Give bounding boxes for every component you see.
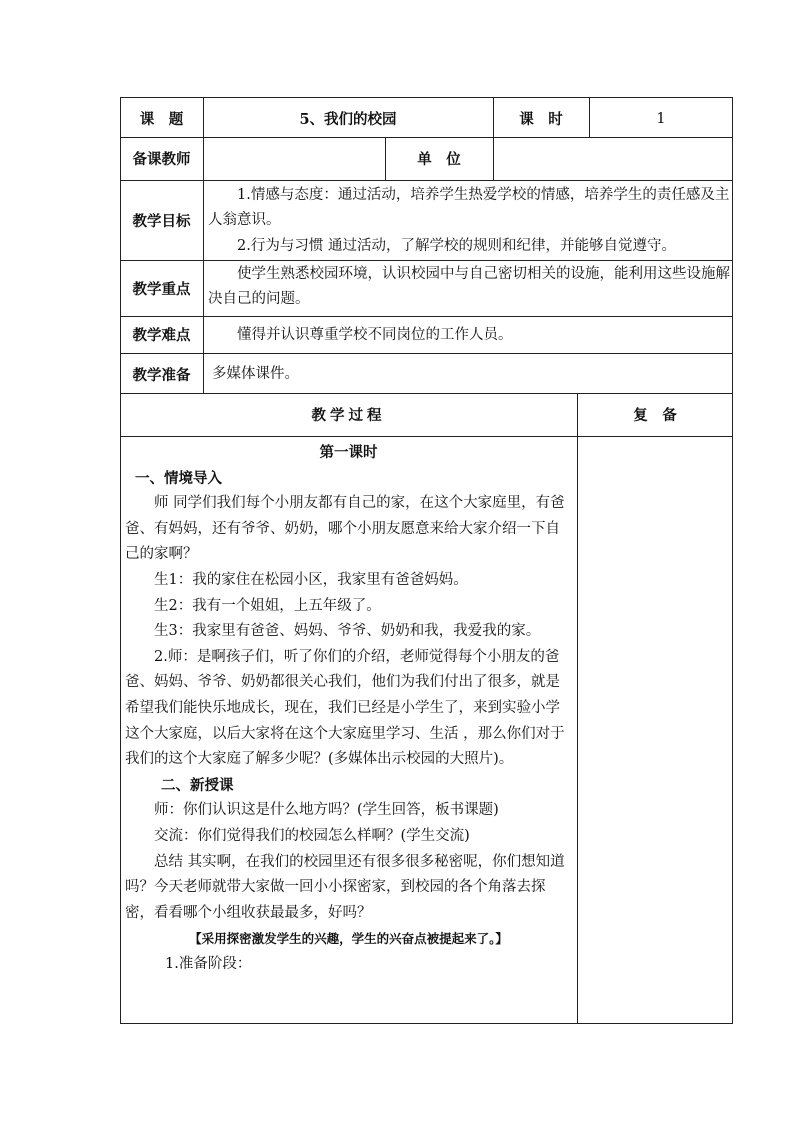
paragraph-teacher-2: 2.师：是啊孩子们，听了你们的介绍，老师觉得每个小朋友的爸爸、妈妈、爷爷、奶奶都很关心我们，他们为我们付出了很多，就是希望我们能快乐地成长，现在，我们已经是小学生了，来到实验小学这个大家庭，以后大家将在这个大家庭里学习、生活 ，那么你们对于我们的这个大家庭了解多少呢？(多媒体出示校园的大照片)。 [125,648,565,768]
paragraph-student-3: 生3：我家里有爸爸、妈妈、爷爷、奶奶和我，我爱我的家。 [154,623,541,640]
objectives-item-2: 2.行为与习惯 通过活动，了解学校的规则和纪律，并能够自觉遵守。 [237,238,676,254]
difficulties-label: 教学难点 [132,327,191,344]
paragraph-student-1: 生1：我的家住在松园小区，我家里有爸爸妈妈。 [154,571,468,588]
lesson-heading: 第一课时 [319,444,378,461]
unit-label: 单 位 [417,151,461,168]
objectives-label: 教学目标 [132,213,191,230]
method-note: 【采用探密激发学生的兴趣，学生的兴奋点被提起来了。】 [189,931,508,947]
paragraph-student-2: 生2：我有一个姐姐，上五年级了。 [154,597,381,614]
key-points-text: 使学生熟悉校园环境，认识校园中与自己密切相关的设施，能利用这些设施解决自己的问题。 [208,266,730,307]
teacher-label: 备课教师 [132,151,191,168]
preparation-text: 多媒体课件。 [212,366,299,382]
paragraph-teacher-1: 师 同学们我们每个小朋友都有自己的家，在这个大家庭里，有爸爸、有妈妈，还有爷爷、奶奶，哪个小朋友愿意来给大家介绍一下自己的家啊？ [125,495,565,563]
review-header: 复 备 [633,407,677,424]
period-label: 课 时 [519,111,563,128]
paragraph-new-2: 交流：你们觉得我们的校园怎么样啊？(学生交流) [154,827,470,844]
section-2-heading: 二、新授课 [161,776,234,794]
section-1-heading: 一、情境导入 [135,469,222,487]
period-value: 1 [656,111,666,127]
paragraph-summary: 总结 其实啊，在我们的校园里还有很多很多秘密呢，你们想知道吗？今天老师就带大家做一回小小探密家，到校园的各个角落去探密，看看哪个小组收获最最多，好吗？ [125,853,565,921]
process-header: 教学过程 [311,407,386,424]
topic-label: 课 题 [139,111,184,128]
topic-value: 5、我们的校园 [299,111,397,128]
step-1: 1.准备阶段： [165,955,252,972]
key-points-label: 教学重点 [132,281,191,298]
preparation-label: 教学准备 [132,367,191,384]
difficulties-text: 懂得并认识尊重学校不同岗位的工作人员。 [237,327,513,343]
process-body [125,440,572,977]
objectives-item-1: 1.情感与态度：通过活动，培养学生热爱学校的情感，培养学生的责任感及主人翁意识。 [208,187,730,228]
paragraph-new-1: 师：你们认识这是什么地方吗？(学生回答，板书课题) [154,802,499,819]
